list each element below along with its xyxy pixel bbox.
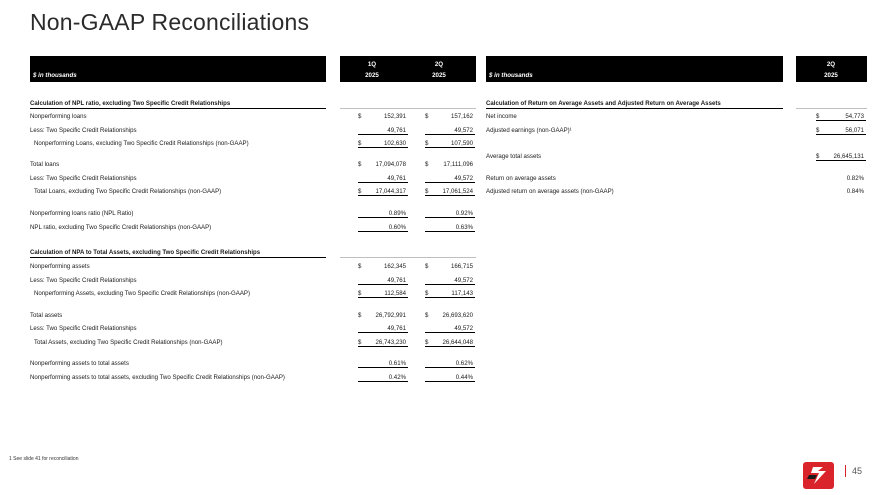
currency-symbol: $ xyxy=(816,127,820,134)
value-number: 0.89% xyxy=(388,210,406,217)
left-table-col-header: 1Q 2025 2Q 2025 xyxy=(340,56,476,82)
value-number: 112,584 xyxy=(384,290,406,297)
currency-symbol: $ xyxy=(358,161,362,168)
value-number: 162,345 xyxy=(383,263,406,270)
section-divider xyxy=(30,108,326,109)
row-value xyxy=(425,111,475,123)
row-value xyxy=(816,111,866,121)
value-number: 26,693,620 xyxy=(442,312,473,319)
value-number: 117,143 xyxy=(451,290,473,297)
row-value xyxy=(358,222,408,232)
currency-symbol: $ xyxy=(425,188,429,195)
value-number: 0.62% xyxy=(455,360,473,367)
row-value xyxy=(358,111,408,123)
value-number: 0.61% xyxy=(388,360,406,367)
row-label: Less: Two Specific Credit Relationships xyxy=(30,277,137,284)
row-value xyxy=(425,288,475,298)
row-label: Nonperforming loans xyxy=(30,113,87,120)
left-unit-label: $ in thousands xyxy=(33,72,77,79)
currency-symbol: $ xyxy=(358,140,362,147)
row-label: Average total assets xyxy=(486,153,542,160)
currency-symbol: $ xyxy=(358,113,362,120)
left-table-header xyxy=(30,56,326,82)
row-value xyxy=(358,337,408,347)
row-value xyxy=(425,261,475,273)
currency-symbol: $ xyxy=(358,263,362,270)
value-number: 49,572 xyxy=(454,325,473,332)
value-number: 54,773 xyxy=(845,113,864,120)
row-value xyxy=(358,310,408,322)
footnote: 1 See slide 41 for reconciliation xyxy=(9,456,79,462)
brand-logo-icon xyxy=(803,462,834,489)
row-value xyxy=(425,138,475,148)
row-value xyxy=(425,372,475,382)
value-number: 157,162 xyxy=(450,113,473,120)
row-label: Nonperforming assets xyxy=(30,263,90,270)
row-label: Nonperforming loans ratio (NPL Ratio) xyxy=(30,210,134,217)
value-number: 152,391 xyxy=(383,113,406,120)
right-table-col-header: 2Q 2025 xyxy=(796,56,867,82)
currency-symbol: $ xyxy=(358,290,362,297)
row-label: Nonperforming assets to total assets, excluding Two Specific Credit Relationships (non-GAAP) xyxy=(30,374,285,381)
currency-symbol: $ xyxy=(358,312,362,319)
value-number: 26,644,048 xyxy=(442,339,473,346)
value-number: 166,715 xyxy=(450,263,473,270)
row-value xyxy=(425,125,475,135)
value-number: 102,630 xyxy=(383,140,406,147)
value-number: 0.84% xyxy=(846,188,864,195)
row-value xyxy=(425,337,475,347)
value-number: 49,761 xyxy=(387,277,406,284)
section-divider xyxy=(340,257,476,258)
row-label: Total Assets, excluding Two Specific Credit Relationships (non-GAAP) xyxy=(34,339,223,346)
currency-symbol: $ xyxy=(425,140,429,147)
value-number: 17,094,078 xyxy=(375,161,406,168)
row-value xyxy=(816,173,866,185)
row-value xyxy=(816,125,866,135)
row-label: NPL ratio, excluding Two Specific Credit Relationships (non-GAAP) xyxy=(30,224,212,231)
npa-section-heading: Calculation of NPA to Total Assets, excluding Two Specific Credit Relationships xyxy=(30,249,261,256)
table-row xyxy=(486,173,786,185)
row-label: Nonperforming assets to total assets xyxy=(30,360,129,367)
currency-symbol: $ xyxy=(425,290,429,297)
value-number: 26,792,991 xyxy=(375,312,406,319)
row-label: Less: Two Specific Credit Relationships xyxy=(30,325,137,332)
section-divider xyxy=(486,108,783,109)
row-label: Return on average assets xyxy=(486,175,556,182)
row-value xyxy=(816,151,866,161)
value-number: 49,761 xyxy=(387,127,406,134)
currency-symbol: $ xyxy=(425,263,429,270)
table-row xyxy=(486,125,786,137)
value-number: 0.60% xyxy=(388,224,406,231)
row-value xyxy=(358,208,408,218)
row-label: Total assets xyxy=(30,312,63,319)
row-value xyxy=(358,159,408,171)
row-value xyxy=(358,372,408,382)
row-label: Nonperforming Assets, excluding Two Specific Credit Relationships (non-GAAP) xyxy=(34,290,250,297)
row-value xyxy=(358,288,408,298)
roa-section-heading: Calculation of Return on Average Assets and Adjusted Return on Average Assets xyxy=(486,100,721,107)
value-number: 17,061,524 xyxy=(442,188,473,195)
right-unit-label: $ in thousands xyxy=(489,72,533,79)
value-number: 17,044,317 xyxy=(375,188,406,195)
section-divider xyxy=(30,257,326,258)
value-number: 49,761 xyxy=(387,325,406,332)
value-number: 26,645,131 xyxy=(833,153,864,160)
value-number: 49,572 xyxy=(454,175,473,182)
value-number: 0.44% xyxy=(455,374,473,381)
row-label: Net income xyxy=(486,113,517,120)
value-number: 0.82% xyxy=(846,175,864,182)
row-value xyxy=(425,173,475,183)
currency-symbol: $ xyxy=(816,153,820,160)
value-number: 26,743,230 xyxy=(375,339,406,346)
row-label: Less: Two Specific Credit Relationships xyxy=(30,175,137,182)
row-value xyxy=(425,323,475,333)
row-value xyxy=(425,358,475,368)
value-number: 0.63% xyxy=(455,224,473,231)
row-value xyxy=(425,275,475,285)
right-table-header xyxy=(486,56,783,82)
table-row xyxy=(486,151,786,163)
row-value xyxy=(358,358,408,368)
value-number: 49,572 xyxy=(454,277,473,284)
row-value xyxy=(425,186,475,196)
section-divider xyxy=(340,108,476,109)
value-number: 0.42% xyxy=(388,374,406,381)
value-number: 49,761 xyxy=(387,175,406,182)
row-label: Adjusted return on average assets (non-GAAP) xyxy=(486,188,614,195)
row-value xyxy=(425,208,475,218)
table-row xyxy=(486,111,786,123)
row-label: Less: Two Specific Credit Relationships xyxy=(30,127,137,134)
row-label: Total Loans, excluding Two Specific Credit Relationships (non-GAAP) xyxy=(34,188,222,195)
currency-symbol: $ xyxy=(425,113,429,120)
page-accent-bar xyxy=(845,465,846,477)
currency-symbol: $ xyxy=(425,312,429,319)
row-value xyxy=(358,125,408,135)
section-divider xyxy=(796,108,867,109)
table-row xyxy=(486,186,786,198)
row-label: Nonperforming Loans, excluding Two Specific Credit Relationships (non-GAAP) xyxy=(34,140,249,147)
value-number: 0.92% xyxy=(455,210,473,217)
row-value xyxy=(425,310,475,322)
value-number: 56,071 xyxy=(845,127,864,134)
currency-symbol: $ xyxy=(425,161,429,168)
row-label: Total loans xyxy=(30,161,60,168)
page-title: Non-GAAP Reconciliations xyxy=(30,9,310,35)
value-number: 17,111,096 xyxy=(443,161,473,168)
row-label: Adjusted earnings (non-GAAP)¹ xyxy=(486,127,572,134)
npl-section-heading: Calculation of NPL ratio, excluding Two Specific Credit Relationships xyxy=(30,100,231,107)
row-value xyxy=(358,261,408,273)
row-value xyxy=(358,173,408,183)
page-number: 45 xyxy=(852,466,863,476)
row-value xyxy=(358,275,408,285)
currency-symbol: $ xyxy=(425,339,429,346)
row-value xyxy=(425,159,475,171)
value-number: 107,590 xyxy=(450,140,473,147)
row-value xyxy=(816,186,866,198)
currency-symbol: $ xyxy=(816,113,820,120)
row-value xyxy=(358,323,408,333)
row-value xyxy=(425,222,475,232)
value-number: 49,572 xyxy=(454,127,473,134)
row-value xyxy=(358,138,408,148)
currency-symbol: $ xyxy=(358,339,362,346)
currency-symbol: $ xyxy=(358,188,362,195)
row-value xyxy=(358,186,408,196)
